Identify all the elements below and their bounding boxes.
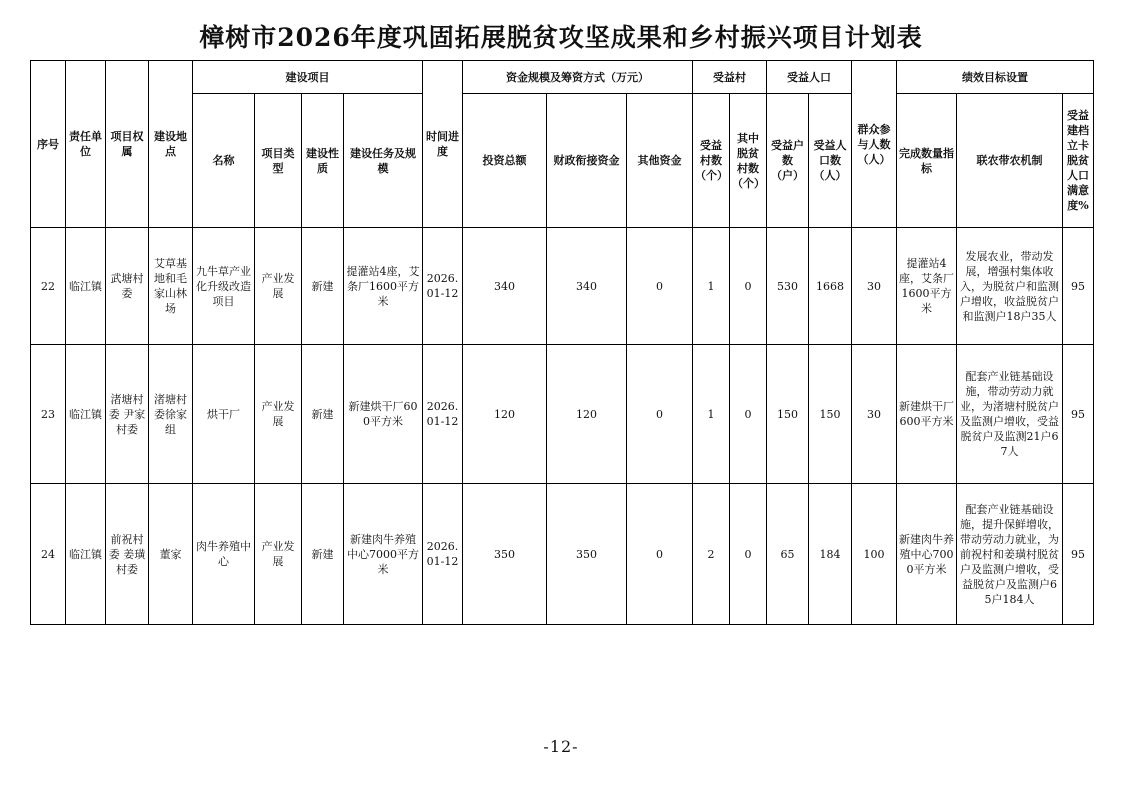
header-fiscal: 财政衔接资金 xyxy=(547,94,627,228)
cell-fiscal: 350 xyxy=(547,484,627,625)
header-population-group: 受益人口 xyxy=(767,61,852,94)
cell-unit: 临江镇 xyxy=(66,484,106,625)
cell-villages: 1 xyxy=(693,345,730,484)
cell-households: 65 xyxy=(767,484,809,625)
project-plan-table xyxy=(30,60,1094,625)
cell-ownership: 前祝村委 姜璜村委 xyxy=(106,484,149,625)
cell-fiscal: 340 xyxy=(547,228,627,345)
cell-satisfaction: 95 xyxy=(1063,228,1094,345)
cell-total: 120 xyxy=(463,345,547,484)
cell-completion: 新建肉牛养殖中心7000平方米 xyxy=(897,484,957,625)
header-mechanism: 联农带农机制 xyxy=(957,94,1063,228)
cell-other: 0 xyxy=(627,484,693,625)
cell-type: 产业发展 xyxy=(255,345,302,484)
cell-schedule: 2026.01-12 xyxy=(423,345,463,484)
cell-nature: 新建 xyxy=(302,345,344,484)
header-participants: 群众参与人数（人） xyxy=(852,61,897,228)
header-schedule: 时间进度 xyxy=(423,61,463,228)
cell-participants: 30 xyxy=(852,345,897,484)
page-title: 樟树市2026年度巩固拓展脱贫攻坚成果和乡村振兴项目计划表 xyxy=(199,23,923,52)
cell-type: 产业发展 xyxy=(255,484,302,625)
cell-people: 1668 xyxy=(809,228,852,345)
cell-completion: 提灌站4座，艾条厂1600平方米 xyxy=(897,228,957,345)
cell-type: 产业发展 xyxy=(255,228,302,345)
cell-households: 530 xyxy=(767,228,809,345)
header-ownership: 项目权属 xyxy=(106,61,149,228)
header-row-1 xyxy=(31,61,1094,94)
cell-fiscal: 120 xyxy=(547,345,627,484)
cell-schedule: 2026.01-12 xyxy=(423,484,463,625)
header-fund-group: 资金规模及筹资方式（万元） xyxy=(463,61,693,94)
table-row xyxy=(31,228,1094,345)
cell-poor-villages: 0 xyxy=(730,228,767,345)
cell-location: 董家 xyxy=(149,484,193,625)
cell-total: 340 xyxy=(463,228,547,345)
page-number: -12- xyxy=(543,737,579,756)
cell-other: 0 xyxy=(627,228,693,345)
cell-task: 新建肉牛养殖中心7000平方米 xyxy=(344,484,423,625)
cell-participants: 30 xyxy=(852,228,897,345)
header-other: 其他资金 xyxy=(627,94,693,228)
cell-task: 新建烘干厂600平方米 xyxy=(344,345,423,484)
header-unit: 责任单位 xyxy=(66,61,106,228)
header-total: 投资总额 xyxy=(463,94,547,228)
cell-mechanism: 发展农业，带动发展，增强村集体收入，为脱贫户和监测户增收，收益脱贫户和监测户18户35人 xyxy=(957,228,1063,345)
cell-task: 提灌站4座，艾条厂1600平方米 xyxy=(344,228,423,345)
cell-name: 肉牛养殖中心 xyxy=(193,484,255,625)
cell-satisfaction: 95 xyxy=(1063,345,1094,484)
header-completion: 完成数量指标 xyxy=(897,94,957,228)
table-row xyxy=(31,345,1094,484)
header-households: 受益户数（户） xyxy=(767,94,809,228)
header-performance-group: 绩效目标设置 xyxy=(897,61,1094,94)
cell-name: 九牛草产业化升级改造项目 xyxy=(193,228,255,345)
header-people: 受益人口数（人） xyxy=(809,94,852,228)
cell-nature: 新建 xyxy=(302,484,344,625)
header-poor-villages: 其中脱贫村数（个） xyxy=(730,94,767,228)
cell-unit: 临江镇 xyxy=(66,345,106,484)
cell-villages: 2 xyxy=(693,484,730,625)
header-project-group: 建设项目 xyxy=(193,61,423,94)
cell-participants: 100 xyxy=(852,484,897,625)
cell-households: 150 xyxy=(767,345,809,484)
header-name: 名称 xyxy=(193,94,255,228)
cell-ownership: 渚塘村委 尹家村委 xyxy=(106,345,149,484)
header-type: 项目类型 xyxy=(255,94,302,228)
cell-location: 渚塘村委徐家组 xyxy=(149,345,193,484)
header-nature: 建设性质 xyxy=(302,94,344,228)
cell-people: 150 xyxy=(809,345,852,484)
cell-name: 烘干厂 xyxy=(193,345,255,484)
cell-schedule: 2026.01-12 xyxy=(423,228,463,345)
cell-seq: 23 xyxy=(31,345,66,484)
cell-nature: 新建 xyxy=(302,228,344,345)
header-satisfaction: 受益建档立卡脱贫人口满意度% xyxy=(1063,94,1094,228)
cell-ownership: 武塘村委 xyxy=(106,228,149,345)
cell-poor-villages: 0 xyxy=(730,484,767,625)
header-villages: 受益村数（个） xyxy=(693,94,730,228)
cell-mechanism: 配套产业链基础设施，带动劳动力就业，为渚塘村脱贫户及监测户增收，受益脱贫户及监测21户67人 xyxy=(957,345,1063,484)
cell-location: 艾草基地和毛家山林场 xyxy=(149,228,193,345)
header-task: 建设任务及规模 xyxy=(344,94,423,228)
header-seq: 序号 xyxy=(31,61,66,228)
header-village-group: 受益村 xyxy=(693,61,767,94)
header-location: 建设地点 xyxy=(149,61,193,228)
cell-other: 0 xyxy=(627,345,693,484)
cell-mechanism: 配套产业链基础设施，提升保鲜增收，带动劳动力就业，为前祝村和姜璜村脱贫户及监测户增收，受益脱贫户及监测户65户184人 xyxy=(957,484,1063,625)
cell-total: 350 xyxy=(463,484,547,625)
cell-unit: 临江镇 xyxy=(66,228,106,345)
cell-villages: 1 xyxy=(693,228,730,345)
cell-poor-villages: 0 xyxy=(730,345,767,484)
cell-seq: 24 xyxy=(31,484,66,625)
cell-completion: 新建烘干厂600平方米 xyxy=(897,345,957,484)
cell-satisfaction: 95 xyxy=(1063,484,1094,625)
cell-people: 184 xyxy=(809,484,852,625)
cell-seq: 22 xyxy=(31,228,66,345)
table-row xyxy=(31,484,1094,625)
